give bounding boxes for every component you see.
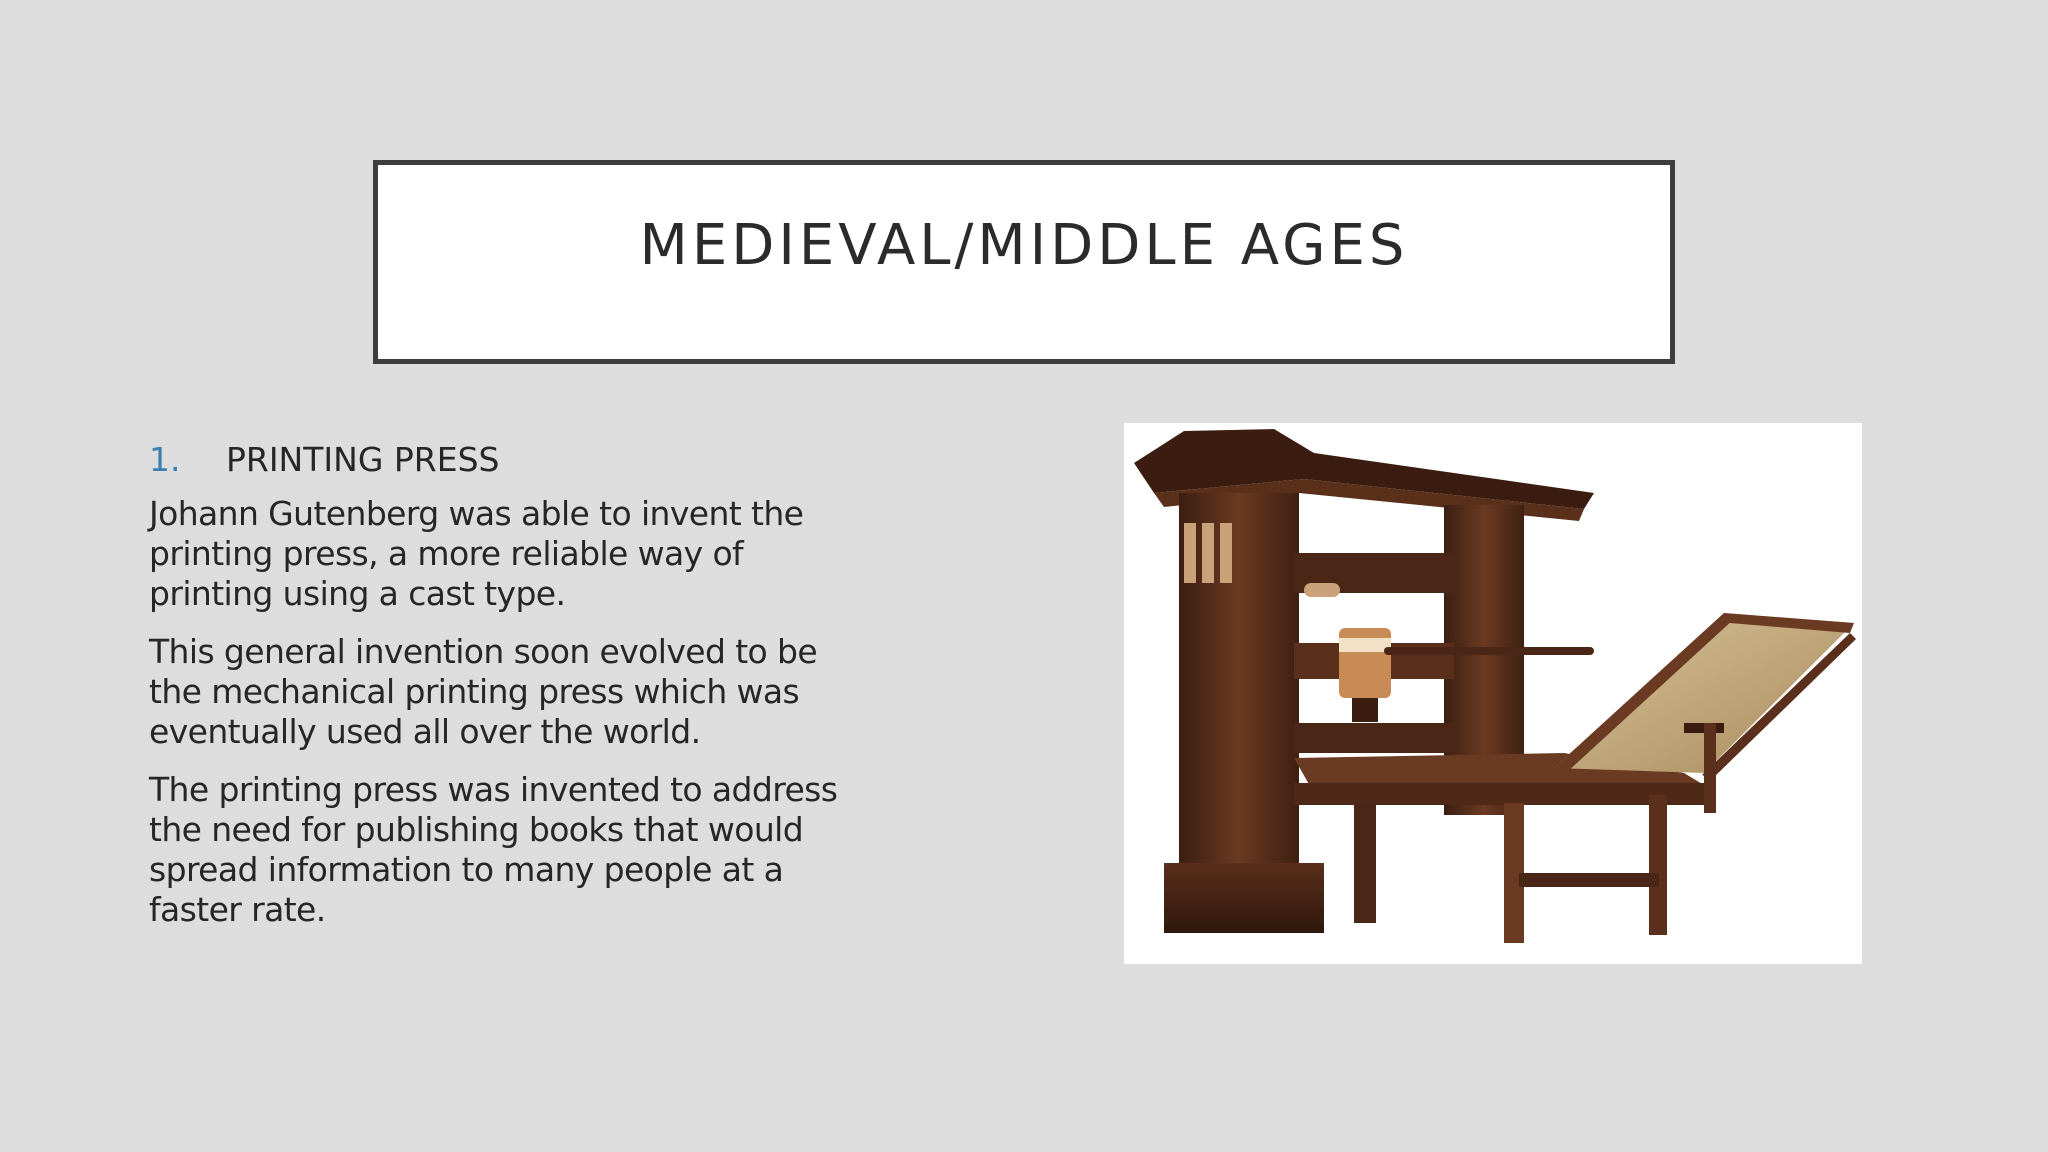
list-label: PRINTING PRESS (226, 440, 500, 479)
slide-title: MEDIEVAL/MIDDLE AGES (639, 213, 1409, 278)
paragraph-1: Johann Gutenberg was able to invent the printing press, a more reliable way of printing using a cast type. (149, 494, 804, 613)
paragraph-2: This general invention soon evolved to be the mechanical printing press which was eventually used all over the world. (149, 632, 818, 751)
printing-press-illustration (1124, 423, 1862, 964)
printing-press-photo (1124, 423, 1862, 964)
list-item (149, 436, 849, 484)
list-number: 1. (149, 440, 181, 479)
paragraph-3: The printing press was invented to address the need for publishing books that would spread information to many people at a faster rate. (149, 770, 838, 929)
content-area (149, 436, 849, 948)
